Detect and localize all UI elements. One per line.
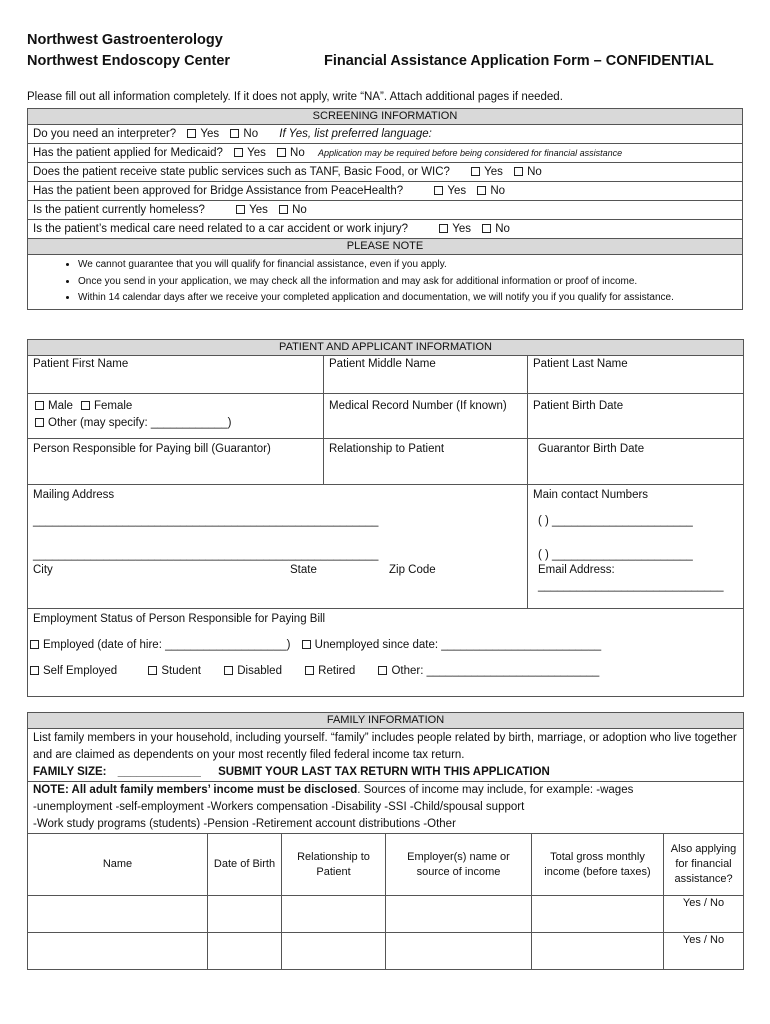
address-line: ______________________________________________________ (33, 549, 379, 561)
col-employer: Employer(s) name or source of income (386, 834, 532, 896)
interpreter-note: If Yes, list preferred language: (279, 128, 432, 140)
patient-middle-name-field[interactable]: Patient Middle Name (324, 356, 528, 394)
family-income-cell[interactable] (532, 933, 664, 970)
please-note-list (28, 255, 743, 310)
mrn-field[interactable]: Medical Record Number (If known) (324, 394, 528, 439)
other-employment-checkbox[interactable] (378, 666, 387, 675)
form-title: Financial Assistance Application Form – CONFIDENTIAL (324, 53, 714, 69)
note-item: • We cannot guarantee that you will qualify for financial assistance, even if you apply. (78, 257, 742, 274)
submit-note: SUBMIT YOUR LAST TAX RETURN WITH THIS APPLICATION (218, 766, 550, 778)
col-dob: Date of Birth (208, 834, 282, 896)
employed-checkbox[interactable] (30, 640, 39, 649)
medicaid-note: Application may be required before being considered for financial assistance (317, 148, 623, 158)
accident-no-checkbox[interactable] (482, 224, 491, 233)
homeless-yes-checkbox[interactable] (236, 205, 245, 214)
family-relationship-cell[interactable] (282, 896, 386, 933)
state-services-row: Does the patient receive state public services such as TANF, Basic Food, or WIC? Yes No (28, 163, 743, 182)
mailing-address-field[interactable]: Mailing Address ______________________________________________________ ______________________________________________________ City State Zip Code (28, 485, 528, 609)
income-sources: NOTE: All adult family members’ income must be disclosed. Sources of income may include, for example: -wages -unemployment -self-employment -Workers compensation -Disability -SSI -Child/spousal support -Work study programs (students) -Pension -Retirement account distributions -Other (28, 782, 744, 834)
col-name: Name (28, 834, 208, 896)
state-label: State (290, 564, 317, 576)
homeless-row: Is the patient currently homeless? Yes No (28, 201, 743, 220)
email-line: _____________________________ (538, 580, 724, 592)
employment-field: Employment Status of Person Responsible for Paying Bill Employed (date of hire: ___________________) Unemployed since date: _________________________ Self Employed Student Disabled Retired Other: ___________________________ (28, 609, 744, 697)
note-item: • Within 14 calendar days after we receive your completed application and documentation, we will notify you if you qualify for assistance. (78, 290, 742, 307)
zip-label: Zip Code (389, 564, 436, 576)
phone-line-1: ( ) ______________________ (538, 515, 693, 527)
col-relationship: Relationship to Patient (282, 834, 386, 896)
unemployed-checkbox[interactable] (302, 640, 311, 649)
phone-line-2: ( ) ______________________ (538, 549, 693, 561)
retired-checkbox[interactable] (305, 666, 314, 675)
medicaid-row: Has the patient applied for Medicaid? Yes No Application may be required before being considered for financial assistance (28, 144, 743, 163)
interpreter-row: Do you need an interpreter? Yes No If Yes, list preferred language: (28, 125, 743, 144)
homeless-no-checkbox[interactable] (279, 205, 288, 214)
guarantor-birth-date-field[interactable]: Guarantor Birth Date (528, 439, 744, 485)
bridge-row: Has the patient been approved for Bridge Assistance from PeaceHealth? Yes No (28, 182, 743, 201)
patient-last-name-field[interactable]: Patient Last Name (528, 356, 744, 394)
family-table (27, 712, 744, 970)
bridge-no-checkbox[interactable] (477, 186, 486, 195)
patient-table (27, 339, 744, 697)
state-yes-checkbox[interactable] (471, 167, 480, 176)
family-employer-cell[interactable] (386, 896, 532, 933)
other-gender-checkbox[interactable] (35, 418, 44, 427)
family-dob-cell[interactable] (208, 933, 282, 970)
please-note-title: PLEASE NOTE (28, 239, 743, 255)
note-item: • Once you send in your application, we may check all the information and may ask for additional information or proof of income. (78, 274, 742, 291)
female-checkbox[interactable] (81, 401, 90, 410)
screening-title: SCREENING INFORMATION (28, 109, 743, 125)
contact-field[interactable]: Main contact Numbers ( ) ______________________ ( ) ______________________ Email Address: _____________________________ (528, 485, 744, 609)
state-no-checkbox[interactable] (514, 167, 523, 176)
org-name-1: Northwest Gastroenterology (27, 32, 223, 48)
medicaid-yes-checkbox[interactable] (234, 148, 243, 157)
male-checkbox[interactable] (35, 401, 44, 410)
city-label: City (33, 564, 53, 576)
patient-birth-date-field[interactable]: Patient Birth Date (528, 394, 744, 439)
relationship-field[interactable]: Relationship to Patient (324, 439, 528, 485)
email-label: Email Address: (538, 564, 615, 576)
address-line: ______________________________________________________ (33, 515, 379, 527)
family-size-field[interactable]: _____________ (117, 766, 201, 778)
bridge-yes-checkbox[interactable] (434, 186, 443, 195)
disabled-checkbox[interactable] (224, 666, 233, 675)
patient-first-name-field[interactable]: Patient First Name (28, 356, 324, 394)
accident-yes-checkbox[interactable] (439, 224, 448, 233)
family-income-cell[interactable] (532, 896, 664, 933)
instructions: Please fill out all information completely. If it does not apply, write “NA”. Attach additional pages if needed. (27, 91, 563, 103)
gender-field: Male Female Other (may specify: ____________) (28, 394, 324, 439)
family-name-cell[interactable] (28, 896, 208, 933)
guarantor-field[interactable]: Person Responsible for Paying bill (Guarantor) (28, 439, 324, 485)
family-relationship-cell[interactable] (282, 933, 386, 970)
family-name-cell[interactable] (28, 933, 208, 970)
self-employed-checkbox[interactable] (30, 666, 39, 675)
screening-table (27, 108, 743, 310)
patient-title: PATIENT AND APPLICANT INFORMATION (28, 340, 744, 356)
interpreter-yes-checkbox[interactable] (187, 129, 196, 138)
family-intro: List family members in your household, including yourself. “family” includes people related by birth, marriage, or adoption who live together and are claimed as dependents on your most recently filed federal income tax return. FAMILY SIZE: _____________ SUBMIT YOUR LAST TAX RETURN WITH THIS APPLICATION (28, 729, 744, 782)
employment-title: Employment Status of Person Responsible for Paying Bill (33, 613, 326, 625)
org-name-2: Northwest Endoscopy Center (27, 53, 231, 69)
family-applying-cell[interactable]: Yes / No (664, 896, 744, 933)
col-also-applying: Also applying for financial assistance? (664, 834, 744, 896)
interpreter-no-checkbox[interactable] (230, 129, 239, 138)
student-checkbox[interactable] (148, 666, 157, 675)
medicaid-no-checkbox[interactable] (277, 148, 286, 157)
family-dob-cell[interactable] (208, 896, 282, 933)
accident-row: Is the patient’s medical care need related to a car accident or work injury? Yes No (28, 220, 743, 239)
family-employer-cell[interactable] (386, 933, 532, 970)
family-applying-cell[interactable]: Yes / No (664, 933, 744, 970)
col-income: Total gross monthly income (before taxes) (532, 834, 664, 896)
family-title: FAMILY INFORMATION (28, 713, 744, 729)
